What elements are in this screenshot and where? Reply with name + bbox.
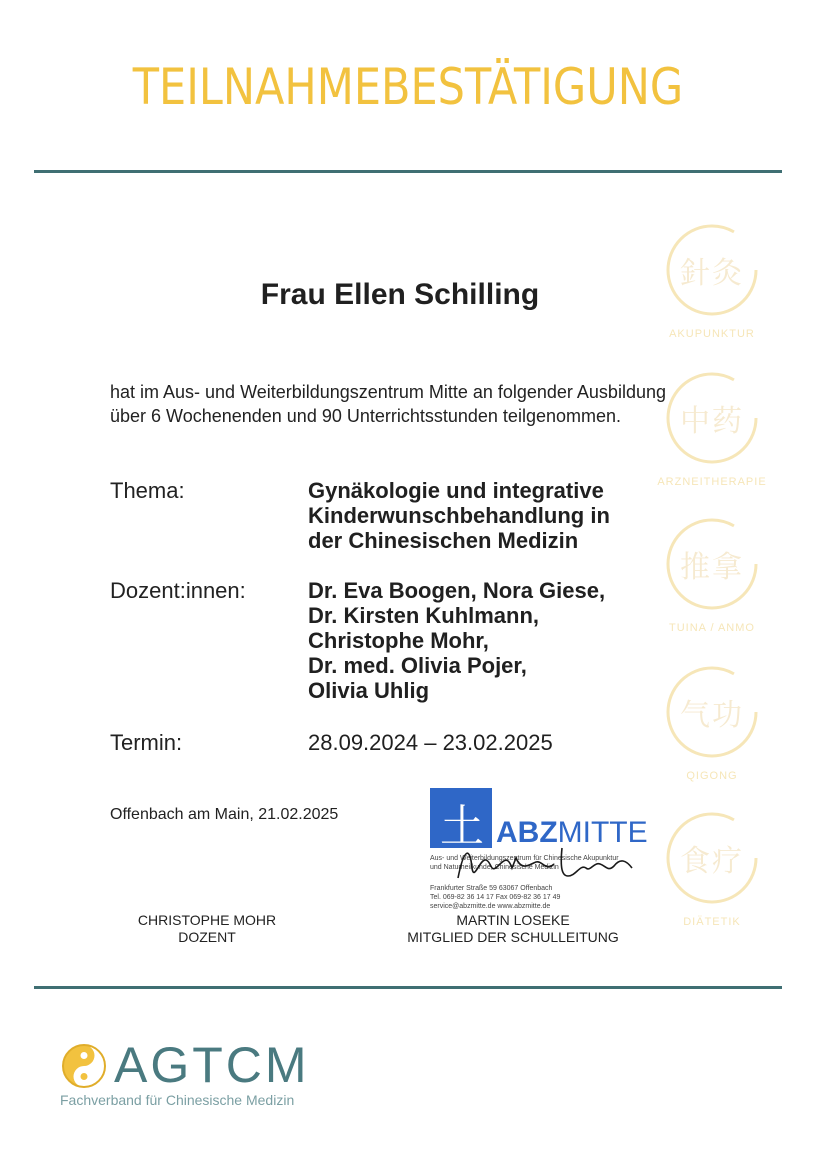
emblem-caption: TUINA / ANMO [669, 622, 755, 634]
abz-mitte-stamp [430, 788, 648, 918]
dozent-label: Dozent:innen: [110, 578, 246, 603]
termin-value: 28.09.2024 – 23.02.2025 [308, 730, 553, 755]
abz-subtitle-line: und Naturheilkunde, Chinesische Medizin [430, 864, 559, 871]
emblem-caption: QIGONG [686, 770, 738, 782]
abz-contact-line: service@abzmitte.de www.abzmitte.de [430, 903, 551, 910]
abz-contact-line: Frankfurter Straße 59 63067 Offenbach [430, 885, 553, 892]
emblem-glyph: 气功 [680, 698, 744, 733]
abz-subtitle-line: Aus- und Weiterbildungszentrum für Chinesische Akupunktur [430, 855, 619, 862]
signer-role: MITGLIED DER SCHULLEITUNG [407, 929, 619, 945]
emblem-tuina [660, 512, 764, 642]
emblem-caption: DIÄTETIK [683, 916, 741, 928]
emblem-caption: ARZNEITHERAPIE [657, 476, 767, 488]
agtcm-tagline: Fachverband für Chinesische Medizin [60, 1092, 295, 1108]
signer-role: DOZENT [178, 929, 236, 945]
abz-contact [430, 884, 644, 911]
yin-yang-icon [60, 1042, 108, 1090]
emblem-glyph: 中药 [680, 404, 744, 439]
dozent-line: Dr. Eva Boogen, Nora Giese, [308, 578, 606, 603]
thema-label: Thema: [110, 478, 185, 503]
top-divider [34, 170, 782, 173]
handwritten-signature [450, 838, 640, 886]
dozent-line: Dr. Kirsten Kuhlmann, [308, 603, 540, 628]
recipient-name: Frau Ellen Schilling [260, 278, 540, 311]
emblem-glyph: 食疗 [680, 844, 744, 879]
dozent-line: Christophe Mohr, [308, 628, 489, 653]
intro-text: hat im Aus- und Weiterbildungszentrum Mitte an folgender Ausbildung über 6 Wochenenden und 90 Unterrichtsstunden teilgenommen. [110, 382, 666, 426]
certificate-title: TEILNAHMEBESTÄTIGUNG [132, 58, 684, 116]
abz-mark-glyph: 土 [440, 801, 484, 852]
emblem-qigong [660, 660, 764, 790]
thema-value [308, 478, 610, 553]
emblem-diaetetik [660, 806, 764, 936]
emblem-glyph: 推拿 [680, 550, 744, 585]
emblem-caption: AKUPUNKTUR [669, 328, 755, 340]
abz-contact-line: Tel. 069-82 36 14 17 Fax 069-82 36 17 49 [430, 894, 561, 901]
signer-name: CHRISTOPHE MOHR [137, 912, 277, 928]
emblem-glyph: 針灸 [680, 256, 744, 291]
signature-right [390, 912, 636, 946]
abz-brand-rest: MITTE [557, 816, 648, 849]
agtcm-wordmark: AGTCM [114, 1037, 310, 1093]
thema-line: Kinderwunschbehandlung in [308, 503, 610, 528]
abz-brand-bold: ABZ [496, 816, 558, 849]
thema-line: Gynäkologie und integrative [308, 478, 604, 503]
emblem-arzneitherapie [657, 366, 767, 496]
emblem-akupunktur [660, 218, 764, 348]
agtcm-logo [58, 1036, 318, 1116]
signer-name: MARTIN LOSEKE [456, 912, 570, 928]
bottom-divider [34, 986, 782, 989]
dozent-line: Olivia Uhlig [308, 678, 430, 703]
signature-left [120, 912, 294, 946]
place-date: Offenbach am Main, 21.02.2025 [110, 806, 339, 823]
termin-label: Termin: [110, 730, 183, 755]
thema-line: der Chinesischen Medizin [308, 528, 579, 553]
dozent-value [308, 578, 605, 703]
dozent-line: Dr. med. Olivia Pojer, [308, 653, 527, 678]
